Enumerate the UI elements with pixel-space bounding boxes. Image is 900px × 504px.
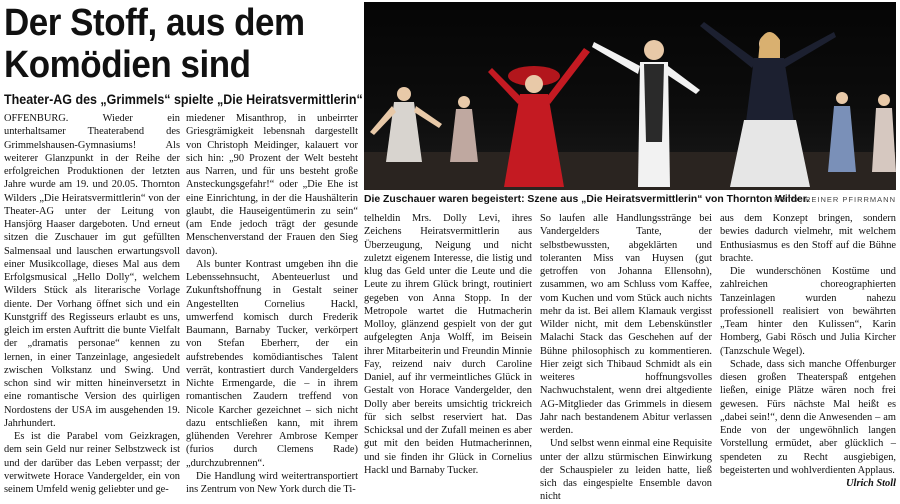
subheadline: Theater-AG des „Grimmels“ spielte „Die Heiratsvermittlerin“ <box>4 92 363 108</box>
headline <box>4 2 317 86</box>
author-signature: Ulrich Stoll <box>846 478 896 489</box>
headline-line-1: Der Stoff, aus dem <box>4 2 305 44</box>
paragraph: Die wunderschönen Kostüme und zahlreichen choreographierten Tanzeinlagen wurden nahezu professionell realisiert von bewährten „Team hinter den Kulissen“, Karin Homberg, Gabi Rösch und Julia Kircher (Tanzschule Wegel). <box>720 266 896 357</box>
stage-photo-illustration <box>364 2 896 190</box>
column-2 <box>186 112 358 495</box>
headline-line-2: Komödien sind <box>4 44 251 86</box>
paragraph: Und selbst wenn einmal eine Requisite unter der allzu stürmischen Einwirkung der Schauspieler zu leiden hatte, ließ sich das eingespielte Ensemble davon nicht <box>540 438 712 503</box>
paragraph: telheldin Mrs. Dolly Levi, ihres Zeichens Heiratsvermittlerin aus Überzeugung, Neigung und nicht zuletzt eigenem Interesse, die listig und klug das Geld unter die Leute und die Leute zu ihrem Glück bringt, routiniert gegeben von Anna Stopp. In der Metropole wartet die Hutmacherin Molloy, glänzend gespielt von der gut aufgelegten Anja Wolff, im Beisein ihrer Mitarbeiterin und Freundin Minnie Fay, reizend naiv durch Caroline Daniel, auf ihr vermeintliches Glück in Gestalt von Horace Vandergelder, den Dolly aber bereits umsichtig trickreich für sich selbst reserviert hat. Das Schicksal und der Zufall meinen es aber gut mit den beiden Hutmacherinnen, und sie finden ihr Glück in Cornelius Hackl und Barnaby Tucker. <box>364 213 532 476</box>
photo-caption-text: Die Zuschauer waren begeistert: Szene aus „Die Heiratsvermittlerin“ von Thornton Wilder. <box>364 194 810 205</box>
paragraph: Als bunter Kontrast umgeben ihn die Lebenssehnsucht, Abenteuerlust und Zukunftshoffnung in Gestalt seiner Angestellten Cornelius Hackl, umwerfend komisch durch Frederik Baumann, Barnaby Tucker, verkörpert von Stefan Eberherr, der ein aufstrebendes komödiantisches Talent verrät, kontrastiert durch Vandergelders Nichte Ermengarde, die – in ihrem romantischen Zaudern treffend von Nicole Karcher gezeichnet – sich nicht dazu entschließen kann, mit ihrem glühenden Verehrer Ambrose Kemper (furios durch Clemens Rade) „durchzubrennen“. <box>186 258 358 469</box>
paragraph: Es ist die Parabel vom Geizkragen, dem sein Geld nur reiner Selbstzweck ist und der darüber das Leben verpasst; der verwitwete Horace Vandergelder, ein von seinem Umfeld wenig geliebter und ge- <box>4 431 180 495</box>
paragraph: miedener Misanthrop, in unbeirrter Griesgrämigkeit lebensnah dargestellt von Christoph Meidinger, kalauert vor sich hin: „90 Prozent der Welt besteht aus Narren, und für uns besteht große Ansteckungsgefahr!“ oder „Die Ehe ist eine Einrichtung, in der die Haushälterin glaubt, die Hauseigentümerin zu sein“ (am Ende jedoch trägt der gesunde Menschenverstand der Frauen den Sieg davon). <box>186 113 358 257</box>
column-1 <box>4 112 180 495</box>
photo-caption <box>364 192 896 208</box>
paragraph: Die Handlung wird weitertransportiert ins Zentrum von New York durch die Ti- <box>186 470 358 495</box>
column-3 <box>364 212 532 476</box>
photo-credit: FOTO: REINER PFIRRMANN <box>774 195 896 204</box>
paragraph: aus dem Konzept bringen, sondern bewies dadurch vielmehr, mit welchem Enthusiasmus es den Stoff auf die Bühne brachte. <box>720 213 896 264</box>
column-4 <box>540 212 712 503</box>
column-5 <box>720 212 896 489</box>
paragraph: So laufen alle Handlungsstränge bei Vandergelders Tante, der selbstbewussten, abgeklärten und toleranten Miss van Huysen (gut getroffen von Johanna Ellensohn), zusammen, wo am Schluss vom Kaffee, vom Kuchen und vom Stück auch nichts mehr da ist. Bei allem Klamauk vergisst Wilder nicht, mit dem Lebenskünstler Malachi Stack das Geschehen auf der Bühne philosophisch zu kommentieren. Hier zeigt sich Thibaud Schmidt als ein weiteres hoffnungsvolles Nachwuchstalent, wenn drei altgediente AG-Mitglieder das Grimmels in diesem Jahr nach bestandenem Abitur verlassen werden. <box>540 213 712 436</box>
paragraph: OFFENBURG. Wieder ein unterhaltsamer Theaterabend des Grimmelshausen-Gymnasiums! Als weiterer Glanzpunkt in der Reihe der erfolgreichen Produktionen der letzten Jahre wurde am 19. und 20.05. Thornton Wilders „Die Heiratsvermittlerin“ von der Theater-AG unter der Leitung von Hansjörg Haaser dargeboten. Und erneut sitzen die Zuschauer im gut gefüllten Salmensaal und lauschen erwartungsvoll einer Musikcollage, dieses Mal aus dem Erfolgsmusical „Hello Dolly“, welchem Wilders Stück als literarische Vorlage diente. Der Vorhang öffnet sich und ein Kunstgriff des Regisseurs erlaubt es uns, gleich im ersten Auftritt die bunte Vielfalt der „dramatis personae“ kennen zu lernen, in einer Tanzeinlage, angesiedelt zwischen Volkstanz und Swing. Und schon sind wir mitten hineinversetzt in eine romantische Version des quirligen Nordostens der USA im ausgehenden 19. Jahrhundert. <box>4 113 180 429</box>
paragraph: Schade, dass sich manche Offenburger diesen großen Theaterspaß entgehen ließen, einige Plätze wären noch frei gewesen. Fürs nächste Mal heißt es „dabei sein!“, denn die Anwesenden – am Ende von der ungewöhnlich langen Vorstellung ermüdet, aber glücklich – spendeten zu Recht ausgiebigen, begeisterten und wohlverdienten Applaus. <box>720 358 896 476</box>
stage-photo <box>364 2 896 190</box>
